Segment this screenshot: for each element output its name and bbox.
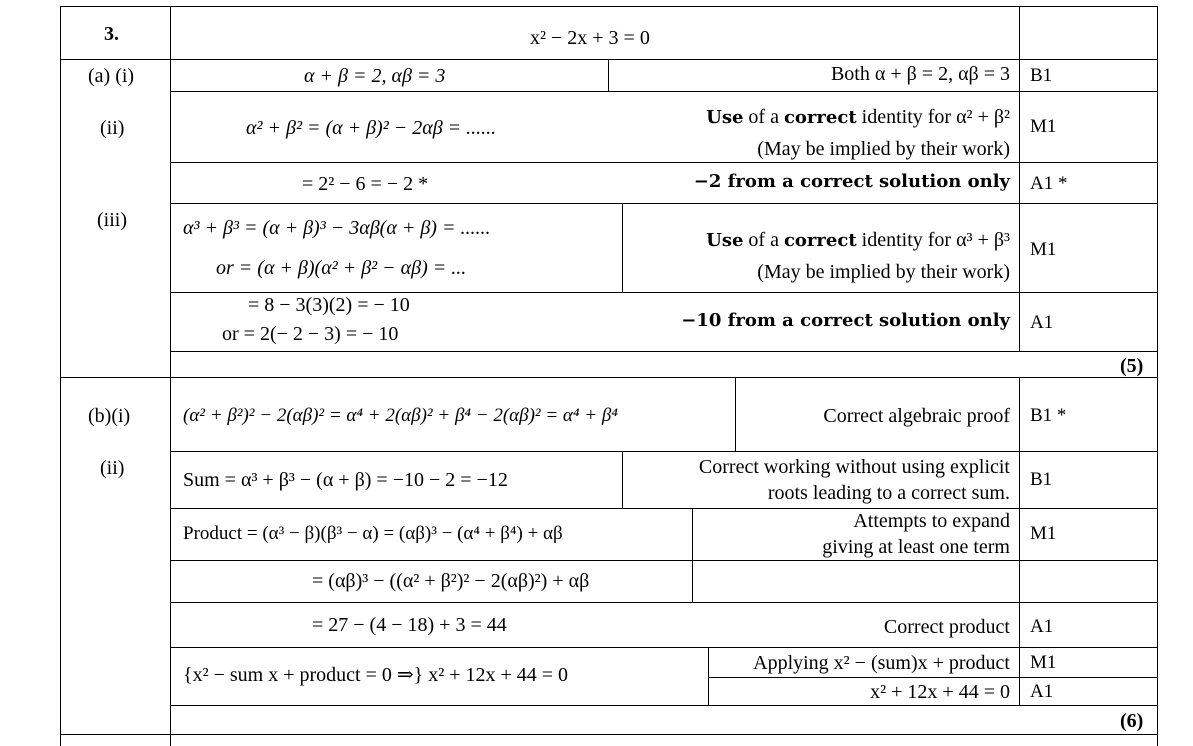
a-ii-note-correct: correct [783,107,857,128]
a-ii-working: α² + β² = (α + β)² − 2αβ = ...... [246,117,497,139]
b-ii-sum-mark: B1 [1030,469,1053,490]
part-a-iii-label: (iii) [97,209,127,231]
part-a-ii-label: (ii) [100,117,125,139]
a-iii-note-line2: (May be implied by their work) [757,261,1010,283]
b-ii-product-mark: M1 [1030,523,1057,544]
question-number: 3. [104,23,119,45]
a-ii-result-mark: A1 * [1030,173,1068,194]
b-ii-sum-note-2: roots leading to a correct sum. [767,482,1010,504]
b-ii-final-note-2: x² + 12x + 44 = 0 [870,681,1010,703]
part-b-i-label: (b)(i) [88,405,131,427]
b-i-mark: B1 * [1030,405,1067,426]
part-b-ii-label: (ii) [100,457,125,479]
a-ii-note-identity: identity for α² + β² [856,106,1010,128]
a-iii-note-correct: correct [783,230,857,251]
b-total-marks: (6) [1120,710,1144,732]
a-ii-note-line2: (May be implied by their work) [757,138,1010,160]
b-ii-product-note-2: giving at least one term [822,536,1010,558]
a-ii-mark: M1 [1030,116,1057,137]
a-iii-result-note: −10 from a correct solution only [681,310,1010,331]
a-ii-result: = 2² − 6 = − 2 * [302,173,429,195]
b-ii-final-mark-1: M1 [1030,652,1057,673]
b-ii-product-result-note: Correct product [883,616,1010,638]
a-iii-result-mark: A1 [1030,312,1054,333]
a-ii-note-use: Use [706,107,744,128]
a-i-mark: B1 [1030,65,1053,86]
b-ii-product: Product = (α³ − β)(β³ − α) = (αβ)³ − (α⁴ + β⁴) + αβ [183,523,563,544]
b-i-working: (α² + β²)² − 2(αβ)² = α⁴ + 2(αβ)² + β⁴ − 2(αβ)² = α⁴ + β⁴ [183,405,618,426]
a-iii-note-of: of a [743,229,784,251]
b-ii-final-note-1: Applying x² − (sum)x + product [753,652,1010,674]
b-ii-product-step: = (αβ)³ − ((α² + β²)² − 2(αβ)²) + αβ [312,570,590,592]
a-iii-working-2: or = (α + β)(α² + β² − αβ) = ... [216,257,467,279]
part-a-i-label: (a) (i) [88,65,135,87]
a-ii-note-of: of a [743,106,784,128]
a-iii-note-use: Use [706,230,744,251]
a-iii-working-1: α³ + β³ = (α + β)³ − 3αβ(α + β) = ...... [183,217,491,239]
a-iii-result-2: or = 2(− 2 − 3) = − 10 [222,323,399,345]
a-ii-result-note: −2 from a correct solution only [693,171,1010,192]
b-ii-sum-note-1: Correct working without using explicit [698,456,1010,478]
a-i-working: α + β = 2, αβ = 3 [304,65,446,87]
b-ii-product-result-mark: A1 [1030,616,1054,637]
a-ii-note-line1 [706,105,1010,130]
b-ii-final-equation: {x² − sum x + product = 0 ⇒} x² + 12x + 44 = 0 [183,664,569,686]
a-iii-note-line1 [706,228,1010,253]
a-total-marks: (5) [1120,355,1144,377]
b-ii-product-note-1: Attempts to expand [853,510,1010,532]
b-ii-product-result: = 27 − (4 − 18) + 3 = 44 [312,614,507,636]
a-iii-result-1: = 8 − 3(3)(2) = − 10 [248,294,410,316]
b-ii-final-mark-2: A1 [1030,681,1054,702]
equation: x² − 2x + 3 = 0 [530,27,650,49]
b-i-note: Correct algebraic proof [823,405,1010,427]
a-iii-note-identity: identity for α³ + β³ [856,229,1010,251]
a-iii-mark: M1 [1030,239,1057,260]
a-i-note: Both α + β = 2, αβ = 3 [830,63,1010,85]
b-ii-sum: Sum = α³ + β³ − (α + β) = −10 − 2 = −12 [183,469,508,491]
